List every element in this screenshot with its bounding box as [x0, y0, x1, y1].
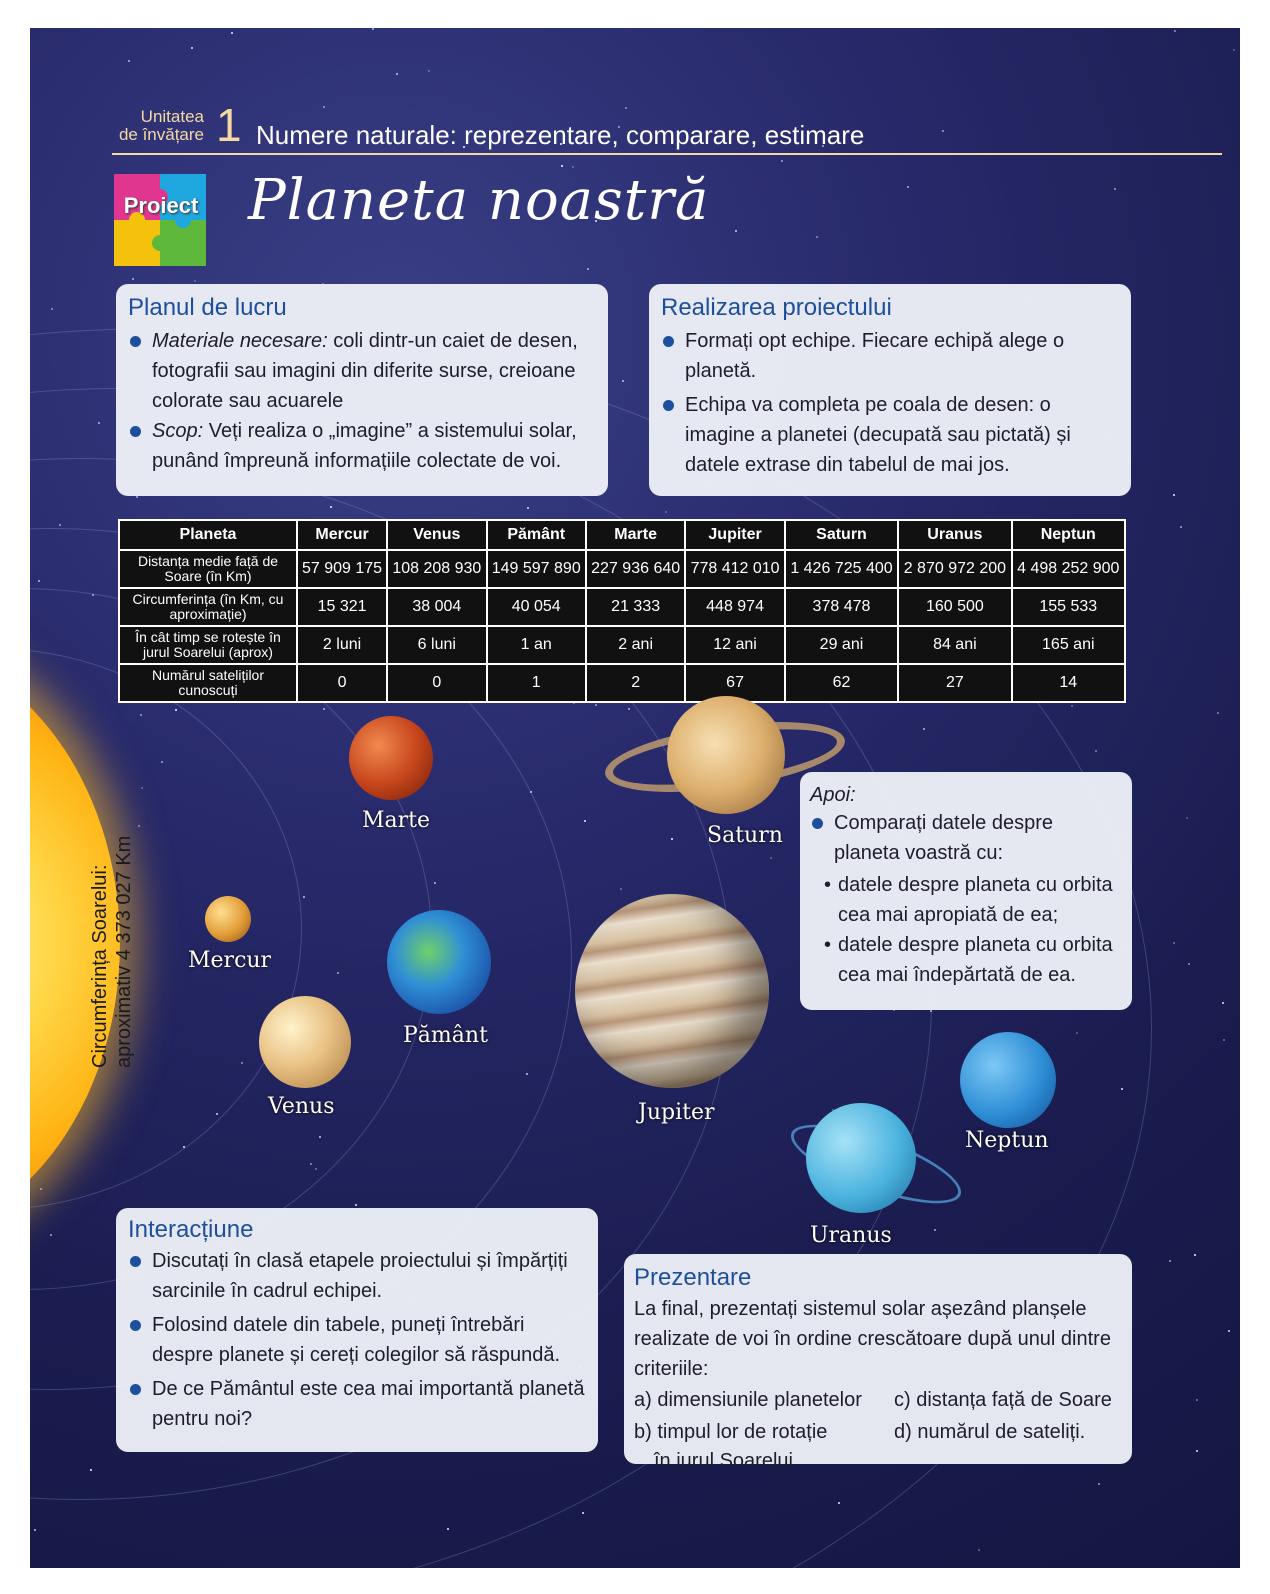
- table-cell: 155 533: [1012, 588, 1125, 626]
- unit-number: 1: [216, 99, 242, 151]
- list-item: [661, 326, 1119, 386]
- star: [1233, 49, 1235, 51]
- table-header-cell: Pământ: [487, 520, 586, 550]
- saturn-illustration: [667, 696, 785, 814]
- star: [781, 160, 783, 162]
- star: [1173, 942, 1175, 944]
- table-cell: 160 500: [898, 588, 1011, 626]
- earth-label: Pământ: [403, 1023, 488, 1048]
- uranus-label: Uranus: [810, 1223, 892, 1248]
- puzzle-icon: [106, 166, 216, 276]
- star: [396, 73, 398, 75]
- criteria-b-cont: în jurul Soarelui: [654, 1450, 793, 1472]
- interactiune-item-2: Folosind datele din tabele, puneți întrebări despre planete și cereți colegilor să răspundă.: [152, 1314, 561, 1366]
- bullet-icon: [130, 426, 141, 437]
- table-row: [119, 664, 1125, 702]
- star: [1095, 750, 1097, 752]
- star: [1228, 1330, 1230, 1332]
- sun-caption-line2: aproximativ 4 373 027 Km: [113, 835, 135, 1068]
- plan-item1-text: coli dintr-un caiet de desen, fotografii sau imagini din diferite surse, creioane colorate sau acuarele: [152, 330, 578, 412]
- table-cell: 0: [387, 664, 486, 702]
- interactiune-item-3: De ce Pământul este cea mai importantă planetă pentru noi?: [152, 1378, 585, 1430]
- star: [735, 230, 737, 232]
- plan-box-title: Planul de lucru: [128, 294, 287, 321]
- realizare-item-1: Formați opt echipe. Fiecare echipă alege o planetă.: [685, 330, 1065, 382]
- table-row: [119, 588, 1125, 626]
- table-cell: 14: [1012, 664, 1125, 702]
- jupiter-label: Jupiter: [638, 1100, 715, 1125]
- table-cell: 6 luni: [387, 626, 486, 664]
- table-cell: 29 ani: [785, 626, 898, 664]
- list-item: [128, 1310, 586, 1370]
- star: [1188, 963, 1190, 965]
- star: [191, 47, 193, 49]
- plan-item1-label: Materiale necesare:: [152, 330, 328, 352]
- star: [1222, 1002, 1224, 1004]
- list-item: [661, 390, 1119, 480]
- page-title: Planeta noastră: [248, 168, 710, 233]
- mars-illustration: [349, 716, 433, 800]
- star: [1223, 1039, 1225, 1041]
- bullet-icon: [130, 1320, 141, 1331]
- star: [323, 106, 325, 108]
- table-cell: 227 936 640: [586, 550, 685, 588]
- table-cell: 84 ani: [898, 626, 1011, 664]
- star: [622, 380, 624, 382]
- row-label: Numărul sateliților cunoscuți: [119, 664, 297, 702]
- row-label: În cât timp se rotește în jurul Soarelui (aprox): [119, 626, 297, 664]
- saturn-label: Saturn: [707, 823, 783, 848]
- star: [1071, 705, 1073, 707]
- table-row: [119, 550, 1125, 588]
- mercury-illustration: [205, 896, 251, 942]
- row-label: Distanța medie față de Soare (în Km): [119, 550, 297, 588]
- table-header-cell: Planeta: [119, 520, 297, 550]
- list-item: [128, 416, 596, 476]
- table-header-cell: Mercur: [297, 520, 387, 550]
- table-cell: 38 004: [387, 588, 486, 626]
- criteria-b: b) timpul lor de rotație: [634, 1421, 828, 1443]
- table-cell: 15 321: [297, 588, 387, 626]
- star: [625, 107, 627, 109]
- unit-label-line2: de învățare: [118, 125, 204, 144]
- table-cell: 378 478: [785, 588, 898, 626]
- table-cell: 2 ani: [586, 626, 685, 664]
- list-item: [810, 870, 1122, 930]
- table-header-cell: Uranus: [898, 520, 1011, 550]
- uranus-illustration: [806, 1103, 916, 1213]
- unit-label: [112, 108, 204, 144]
- sun-caption-line1: Circumferința Soarelui:: [89, 864, 111, 1068]
- interactiune-title: Interacțiune: [128, 1216, 254, 1243]
- list-item: [128, 326, 596, 416]
- apoi-title: Apoi:: [810, 784, 856, 806]
- star: [1114, 188, 1116, 190]
- small-bullet-icon: •: [824, 934, 832, 956]
- bullet-icon: [663, 336, 674, 347]
- neptune-label: Neptun: [965, 1128, 1049, 1153]
- star: [1194, 1254, 1196, 1256]
- list-item: [810, 808, 1122, 868]
- star: [128, 60, 130, 62]
- bullet-icon: [130, 336, 141, 347]
- table-cell: 448 974: [685, 588, 784, 626]
- star: [1169, 1260, 1171, 1262]
- badge-label: Proiect: [123, 193, 199, 218]
- neptune-illustration: [960, 1032, 1056, 1128]
- plan-item2-text: Veți realiza o „imagine” a sistemului solar, punând împreună informațiile colectate de voi.: [152, 420, 577, 472]
- table-cell: 1 an: [487, 626, 586, 664]
- table-cell: 1 426 725 400: [785, 550, 898, 588]
- star: [428, 70, 430, 72]
- criteria-row: [634, 1416, 1122, 1448]
- star: [51, 308, 53, 310]
- table-row: [119, 626, 1125, 664]
- header-rule: [112, 153, 1222, 155]
- table-header-cell: Venus: [387, 520, 486, 550]
- list-item: [810, 930, 1122, 990]
- table-cell: 778 412 010: [685, 550, 784, 588]
- table-cell: 2: [586, 664, 685, 702]
- star: [816, 236, 818, 238]
- list-item: [128, 1246, 586, 1306]
- apoi-box: [800, 772, 1132, 1010]
- table-header-cell: Marte: [586, 520, 685, 550]
- table-cell: 2 luni: [297, 626, 387, 664]
- table-cell: 0: [297, 664, 387, 702]
- table-cell: 62: [785, 664, 898, 702]
- star: [1196, 1450, 1198, 1452]
- plan-box: [116, 284, 608, 496]
- bullet-icon: [663, 400, 674, 411]
- table-cell: 2 870 972 200: [898, 550, 1011, 588]
- mercury-label: Mercur: [188, 948, 272, 973]
- table-header-cell: Saturn: [785, 520, 898, 550]
- interactiune-item-1: Discutați în clasă etapele proiectului și împărțiți sarcinile în cadrul echipei.: [152, 1250, 568, 1302]
- criteria-c: c) distanța față de Soare: [894, 1389, 1112, 1411]
- star: [1186, 817, 1188, 819]
- table-cell: 12 ani: [685, 626, 784, 664]
- realizare-box: [649, 284, 1131, 496]
- star: [1196, 1399, 1198, 1401]
- star: [372, 28, 374, 30]
- bullet-icon: [812, 818, 823, 829]
- criteria-row: [634, 1384, 1122, 1416]
- plan-item2-label: Scop:: [152, 420, 204, 442]
- criteria-d: d) numărul de sateliți.: [894, 1421, 1086, 1443]
- star: [587, 268, 589, 270]
- table-cell: 40 054: [487, 588, 586, 626]
- table-header-cell: Jupiter: [685, 520, 784, 550]
- table-cell: 165 ani: [1012, 626, 1125, 664]
- star: [1173, 494, 1175, 496]
- unit-title: Numere naturale: reprezentare, comparare, estimare: [256, 120, 865, 150]
- prezentare-intro: La final, prezentați sistemul solar așezând planșele realizate de voi în ordine crescătoare după unul dintre criteriile:: [634, 1298, 1111, 1380]
- star: [1174, 30, 1176, 32]
- list-item: [128, 1374, 586, 1434]
- realizare-box-title: Realizarea proiectului: [661, 294, 892, 321]
- star: [907, 186, 909, 188]
- mars-label: Marte: [362, 808, 431, 833]
- bullet-icon: [130, 1384, 141, 1395]
- star: [1098, 1483, 1100, 1485]
- table-cell: 4 498 252 900: [1012, 550, 1125, 588]
- row-label: Circumferința (în Km, cu aproximație): [119, 588, 297, 626]
- earth-illustration: [387, 910, 491, 1014]
- star: [978, 1549, 980, 1551]
- table-cell: 108 208 930: [387, 550, 486, 588]
- interactiune-box: [116, 1208, 598, 1452]
- apoi-sub-item-1: datele despre planeta cu orbita cea mai apropiată de ea;: [838, 874, 1113, 926]
- sun-caption: [88, 808, 136, 1068]
- venus-illustration: [259, 996, 351, 1088]
- bullet-icon: [130, 1256, 141, 1267]
- table-cell: 57 909 175: [297, 550, 387, 588]
- star: [132, 278, 134, 280]
- prezentare-title: Prezentare: [634, 1264, 752, 1291]
- star: [194, 280, 196, 282]
- star: [1217, 712, 1219, 714]
- table-header-cell: Neptun: [1012, 520, 1125, 550]
- planet-data-table: [118, 519, 1126, 703]
- small-bullet-icon: •: [824, 874, 832, 896]
- table-cell: 21 333: [586, 588, 685, 626]
- star: [561, 165, 563, 167]
- criteria-a: a) dimensiunile planetelor: [634, 1389, 862, 1411]
- page-background: [30, 28, 1240, 1568]
- apoi-item: Comparați datele despre planeta voastră cu:: [834, 812, 1054, 864]
- table-cell: 27: [898, 664, 1011, 702]
- realizare-item-2: Echipa va completa pe coala de desen: o imagine a planetei (decupată sau pictată) și datele extrase din tabelul de mai jos.: [685, 394, 1071, 476]
- venus-label: Venus: [268, 1094, 335, 1119]
- apoi-sub-item-2: datele despre planeta cu orbita cea mai îndepărtată de ea.: [838, 934, 1113, 986]
- unit-label-line1: Unitatea: [140, 107, 204, 126]
- table-cell: 67: [685, 664, 784, 702]
- table-header-row: [119, 520, 1125, 550]
- prezentare-box: [624, 1254, 1132, 1472]
- star: [942, 130, 944, 132]
- jupiter-illustration: [575, 894, 769, 1088]
- star: [231, 32, 233, 34]
- table-cell: 149 597 890: [487, 550, 586, 588]
- table-cell: 1: [487, 664, 586, 702]
- star: [1180, 526, 1182, 528]
